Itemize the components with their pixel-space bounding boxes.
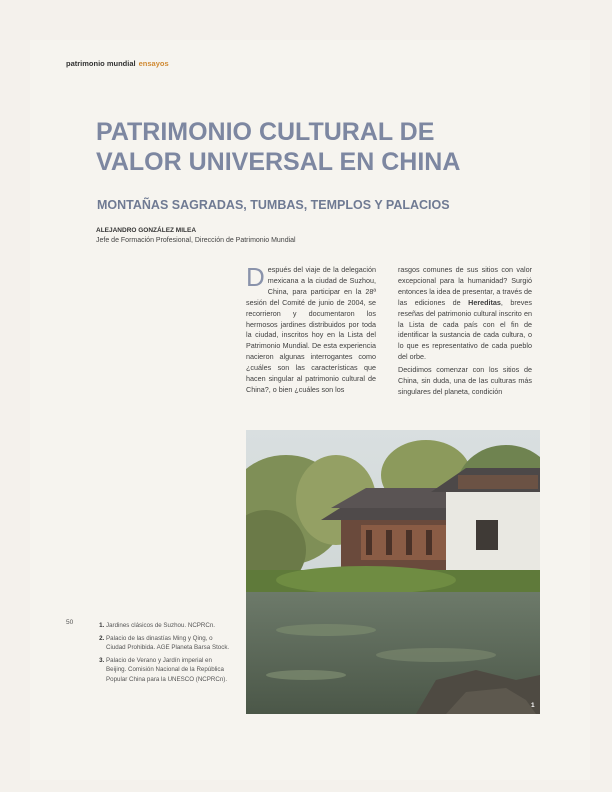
column-1-text: espués del viaje de la delegación mexicana a la ciudad de Suzhou, China, para participar en la 28ª sesión del Comité de junio de 2004, se recorrieron y documentaron los hermosos jardines distribuidos por toda la ciudad, inscritos hoy en la Lista del Patrimonio Mundial. De esta experiencia nacieron algunas interrogantes como ¿cuáles son las características que hacen singular al patrimonio cultural de China?, o bien ¿cuáles son los <box>246 265 376 394</box>
suzhou-garden-photo <box>246 430 540 714</box>
garden-photo-illustration <box>246 430 540 714</box>
drop-cap: D <box>246 262 265 292</box>
paragraph-text: , breves reseñas del patrimonio cultural inscrito en la Lista de cada país con el fin de identificar la sustancia de cada cultura, o lo que es representativo de cada pueblo del orbe. <box>398 297 532 362</box>
section-label: patrimonio mundial <box>66 59 136 68</box>
author-role: Jefe de Formación Profesional, Dirección de Patrimonio Mundial <box>96 237 296 244</box>
caption-item: 3. Palacio de Verano y Jardín imperial en Beijing. Comisión Nacional de la República Popular China para la UNESCO (NCPRCn). <box>106 656 232 685</box>
paragraph-text: rasgos comunes de sus sitios con valor excepcional para la humanidad? Surgió entonces la idea de presentar, a través de las ediciones de <box>398 265 532 307</box>
text-column-1 <box>246 262 376 396</box>
text-column-2 <box>398 265 532 400</box>
author-name: ALEJANDRO GONZÁLEZ MILEA <box>96 227 197 234</box>
article-title <box>96 117 460 177</box>
caption-item: 1. Jardines clásicos de Suzhou. NCPRCn. <box>106 621 232 631</box>
publication-name: Hereditas <box>468 297 501 307</box>
photo-number: 1 <box>531 702 535 709</box>
column-2-paragraph-1 <box>398 265 532 363</box>
article-subtitle: MONTAÑAS SAGRADAS, TUMBAS, TEMPLOS Y PALACIOS <box>97 198 450 212</box>
section-sublabel: ensayos <box>138 59 169 68</box>
caption-item: 2. Palacio de las dinastías Ming y Qing, o Ciudad Prohibida. AGE Planeta Barsa Stock. <box>106 634 232 653</box>
title-line-2: VALOR UNIVERSAL EN CHINA <box>96 148 461 176</box>
section-tag <box>66 59 169 68</box>
page-number: 50 <box>66 619 74 626</box>
photo-captions <box>96 621 232 688</box>
title-line-1: PATRIMONIO CULTURAL DE <box>96 118 435 146</box>
column-2-paragraph-2: Decidimos comenzar con los sitios de China, sin duda, una de las culturas más singulares del planeta, condición <box>398 365 532 396</box>
